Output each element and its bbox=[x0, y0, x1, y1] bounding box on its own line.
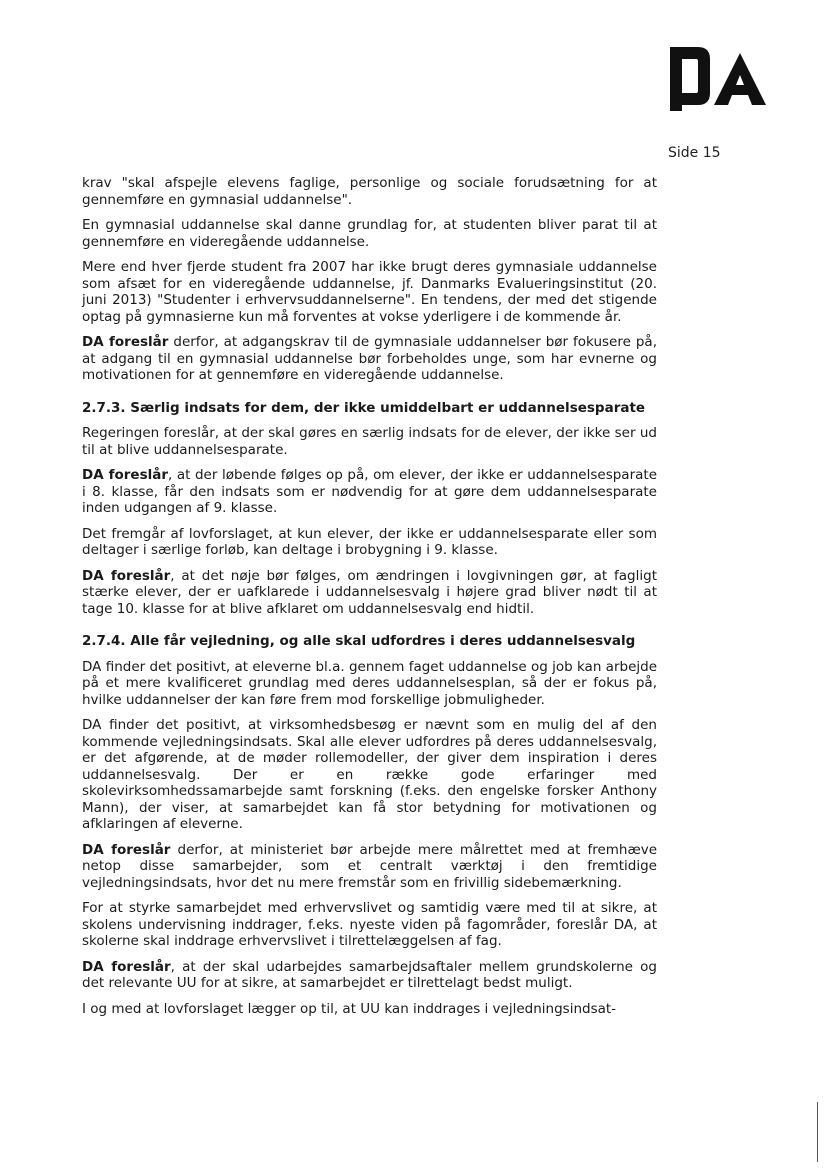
paragraph bbox=[82, 425, 657, 458]
paragraph-text: , at der skal udarbejdes samarbejdsaftaler mellem grundskolerne og det relevante UU for at sikre, at samarbejdet er tilrettelagt bedst muligt. bbox=[82, 958, 657, 991]
paragraph bbox=[82, 659, 657, 709]
proposal-lead: DA foreslår bbox=[82, 841, 171, 858]
page-number: Side 15 bbox=[668, 145, 721, 161]
paragraph bbox=[82, 334, 657, 384]
paragraph-text: Regeringen foreslår, at der skal gøres en særlig indsats for de elever, der ikke ser ud til at blive uddannelsesparate. bbox=[82, 425, 657, 458]
paragraph-text: Det fremgår af lovforslaget, at kun elever, der ikke er uddannelsesparate eller som deltager i særlige forløb, kan deltage i brobygning i 9. klasse. bbox=[82, 525, 657, 558]
paragraph-text: I og med at lovforslaget lægger op til, at UU kan inddrages i vejledningsindsat- bbox=[82, 1000, 617, 1017]
paragraph-text: En gymnasial uddannelse skal danne grundlag for, at studenten bliver parat til at gennemføre en videregående uddannelse. bbox=[82, 217, 657, 250]
proposal-lead: DA foreslår bbox=[82, 467, 169, 483]
paragraph-text: derfor, at ministeriet bør arbejde mere målrettet med at fremhæve netop disse samarbejder, som et centralt værktøj i den fremtidige vejledningsindsats, hvor det nu mere fremstår som en frivillig sidebemærkning. bbox=[82, 841, 658, 891]
paragraph bbox=[82, 217, 657, 250]
paragraph bbox=[82, 842, 657, 892]
paragraph-text: krav "skal afspejle elevens faglige, personlige og sociale forudsætning for at gennemføre en gymnasial uddannelse". bbox=[82, 175, 657, 208]
paragraph-text: DA finder det positivt, at eleverne bl.a. gennem faget uddannelse og job kan arbejde på et mere kvalificeret grundlag med deres uddannelsesplan, så der er fokus på, hvilke uddannelser der kan føre frem mod forskellige jobmuligheder. bbox=[82, 658, 657, 708]
proposal-lead: DA foreslår bbox=[82, 958, 171, 975]
document-body bbox=[82, 175, 657, 1026]
paragraph-text: , at det nøje bør følges, om ændringen i lovgivningen gør, at fagligt stærke elever, der er uafklarede i uddannelsesvalg i højere grad bliver nødt til at tage 10. klasse for at blive afklaret om uddannelsesvalg end hidtil. bbox=[82, 567, 657, 617]
proposal-lead: DA foreslår bbox=[82, 334, 169, 350]
paragraph-text: For at styrke samarbejdet med erhvervslivet og samtidig være med til at sikre, at skolens undervisning inddrager, f.eks. nyeste viden på fagområder, foreslår DA, at skolerne skal inddrage erhvervslivet i tilrettelæggelsen af fag. bbox=[82, 900, 657, 949]
paragraph-text: Mere end hver fjerde student fra 2007 har ikke brugt deres gymnasiale uddannelse som afsæt for en videregående uddannelse, jf. Danmarks Evalueringsinstitut (20. juni 2013) "Studenter i erhvervsuddannelserne". En tendens, der med det stigende optag på gymnasierne kun må forventes at vokse yderligere i de kommende år. bbox=[82, 259, 657, 325]
paragraph bbox=[82, 959, 657, 992]
section-heading: 2.7.4. Alle får vejledning, og alle skal udfordres i deres uddannelsesvalg bbox=[82, 633, 636, 649]
paragraph bbox=[82, 717, 657, 833]
da-logo bbox=[668, 47, 784, 111]
paragraph-text: DA finder det positivt, at virksomhedsbesøg er nævnt som en mulig del af den kommende vejledningsindsats. Skal alle elever udfordres på deres uddannelsesvalg, er det afgørende, at de møder rollemodeller, der giver dem inspiration i deres uddannelsesvalg. Der er en række gode erfaringer med skolevirksomhedssamarbejde samt forskning (f.eks. den engelske forsker Anthony Mann), der viser, at samarbejdet kan få stor betydning for motivationen og afklaringen af eleverne. bbox=[82, 717, 657, 832]
paragraph-text: derfor, at adgangskrav til de gymnasiale uddannelser bør fokusere på, at adgang til en gymnasial uddannelse bør forbeholdes unge, som har evnerne og motivationen for at gennemføre en videregående uddannelse. bbox=[82, 334, 658, 383]
proposal-lead: DA foreslår bbox=[82, 567, 171, 584]
paragraph bbox=[82, 467, 657, 517]
paragraph-text: , at der løbende følges op på, om elever, der ikke er uddannelsesparate i 8. klasse, får den indsats som er nødvendig for at gøre dem uddannelsesparate inden udgangen af 9. klasse. bbox=[82, 467, 658, 516]
paragraph bbox=[82, 1001, 657, 1018]
paragraph bbox=[82, 900, 657, 950]
scan-edge-line bbox=[817, 1102, 818, 1162]
paragraph bbox=[82, 259, 657, 325]
paragraph bbox=[82, 526, 657, 559]
paragraph bbox=[82, 568, 657, 618]
paragraph bbox=[82, 175, 657, 208]
section-heading: 2.7.3. Særlig indsats for dem, der ikke umiddelbart er uddannelsesparate bbox=[82, 399, 646, 416]
